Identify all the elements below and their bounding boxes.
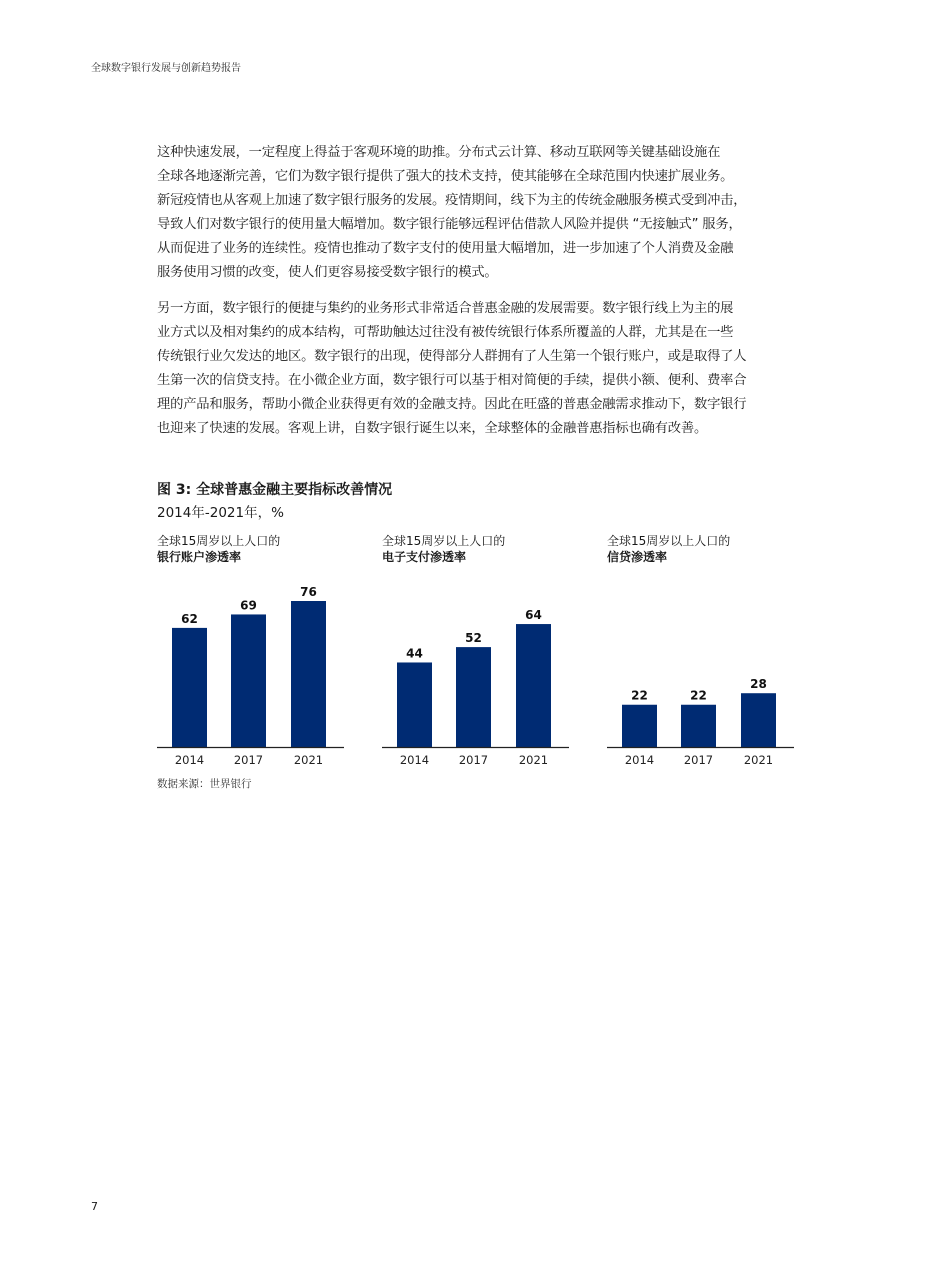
chart-title-line1: 全球15周岁以上人口的 bbox=[382, 534, 506, 548]
paragraph-2 bbox=[157, 297, 746, 441]
bar bbox=[622, 705, 657, 747]
data-label: 64 bbox=[525, 608, 542, 623]
data-label: 52 bbox=[465, 631, 482, 646]
data-label: 22 bbox=[631, 688, 648, 703]
tick-label: 2021 bbox=[293, 753, 324, 767]
data-label: 44 bbox=[406, 646, 423, 661]
tick-label: 2014 bbox=[174, 753, 205, 767]
text-line: 业方式以及相对集约的成本结构，可帮助触达过往没有被传统银行体系所覆盖的人群，尤其是在一些 bbox=[157, 325, 734, 340]
tick-label: 2014 bbox=[399, 753, 430, 767]
running-header: 全球数字银行发展与创新趋势报告 bbox=[91, 63, 241, 74]
bar bbox=[291, 601, 326, 747]
text-line: 传统银行业欠发达的地区。数字银行的出现，使得部分人群拥有了人生第一个银行账户，或是取得了人 bbox=[157, 349, 747, 364]
chart-title-line2: 银行账户渗透率 bbox=[157, 550, 242, 564]
data-label: 62 bbox=[181, 611, 198, 626]
tick-label: 2017 bbox=[683, 753, 714, 767]
text-line: 另一方面，数字银行的便捷与集约的业务形式非常适合普惠金融的发展需要。数字银行线上为主的展 bbox=[157, 301, 734, 316]
bar bbox=[172, 628, 207, 747]
bar bbox=[516, 624, 551, 747]
text-line: 理的产品和服务，帮助小微企业获得更有效的金融支持。因此在旺盛的普惠金融需求推动下，数字银行 bbox=[157, 397, 747, 412]
figure-source: 数据来源：世界银行 bbox=[157, 778, 252, 790]
tick-label: 2021 bbox=[743, 753, 774, 767]
text-line: 导致人们对数字银行的使用量大幅增加。数字银行能够远程评估借款人风险并提供 “无接触式” 服务， bbox=[157, 217, 742, 232]
data-label: 69 bbox=[240, 598, 257, 613]
text-line: 生第一次的信贷支持。在小微企业方面，数字银行可以基于相对简便的手续，提供小额、便利、费率合 bbox=[157, 373, 747, 388]
tick-label: 2017 bbox=[233, 753, 264, 767]
text-line: 新冠疫情也从客观上加速了数字银行服务的发展。疫情期间，线下为主的传统金融服务模式受到冲击， bbox=[157, 193, 747, 208]
text-line: 这种快速发展，一定程度上得益于客观环境的助推。分布式云计算、移动互联网等关键基础设施在 bbox=[157, 145, 721, 160]
bar bbox=[681, 705, 716, 747]
text-line: 从而促进了业务的连续性。疫情也推动了数字支付的使用量大幅增加，进一步加速了个人消费及金融 bbox=[157, 241, 734, 256]
data-label: 28 bbox=[750, 677, 767, 692]
tick-label: 2021 bbox=[518, 753, 549, 767]
text-line: 全球各地逐渐完善，它们为数字银行提供了强大的技术支持，使其能够在全球范围内快速扩展业务。 bbox=[157, 169, 734, 184]
bar bbox=[397, 662, 432, 747]
tick-label: 2014 bbox=[624, 753, 655, 767]
chart-e-payment bbox=[382, 533, 569, 773]
bar bbox=[231, 614, 266, 747]
data-label: 76 bbox=[300, 585, 317, 599]
figure-subtitle: 2014年-2021年，% bbox=[157, 505, 284, 521]
chart-bank-account bbox=[157, 533, 344, 773]
text-line: 也迎来了快速的发展。客观上讲，自数字银行诞生以来，全球整体的金融普惠指标也确有改善。 bbox=[157, 421, 708, 436]
chart-title-line2: 电子支付渗透率 bbox=[382, 550, 467, 564]
chart-title-line2: 信贷渗透率 bbox=[607, 550, 668, 564]
text-line: 服务使用习惯的改变，使人们更容易接受数字银行的模式。 bbox=[157, 265, 498, 280]
paragraph-1 bbox=[157, 141, 746, 285]
bar-chart bbox=[157, 533, 344, 773]
chart-credit bbox=[607, 533, 794, 773]
tick-label: 2017 bbox=[458, 753, 489, 767]
chart-title-line1: 全球15周岁以上人口的 bbox=[157, 534, 281, 548]
figure-title: 图 3: 全球普惠金融主要指标改善情况 bbox=[157, 482, 393, 498]
chart-title-line1: 全球15周岁以上人口的 bbox=[607, 534, 731, 548]
page-number: 7 bbox=[91, 1200, 98, 1213]
bar-chart bbox=[607, 533, 794, 773]
bar-chart bbox=[382, 533, 569, 773]
bar bbox=[456, 647, 491, 747]
data-label: 22 bbox=[690, 688, 707, 703]
bar bbox=[741, 693, 776, 747]
